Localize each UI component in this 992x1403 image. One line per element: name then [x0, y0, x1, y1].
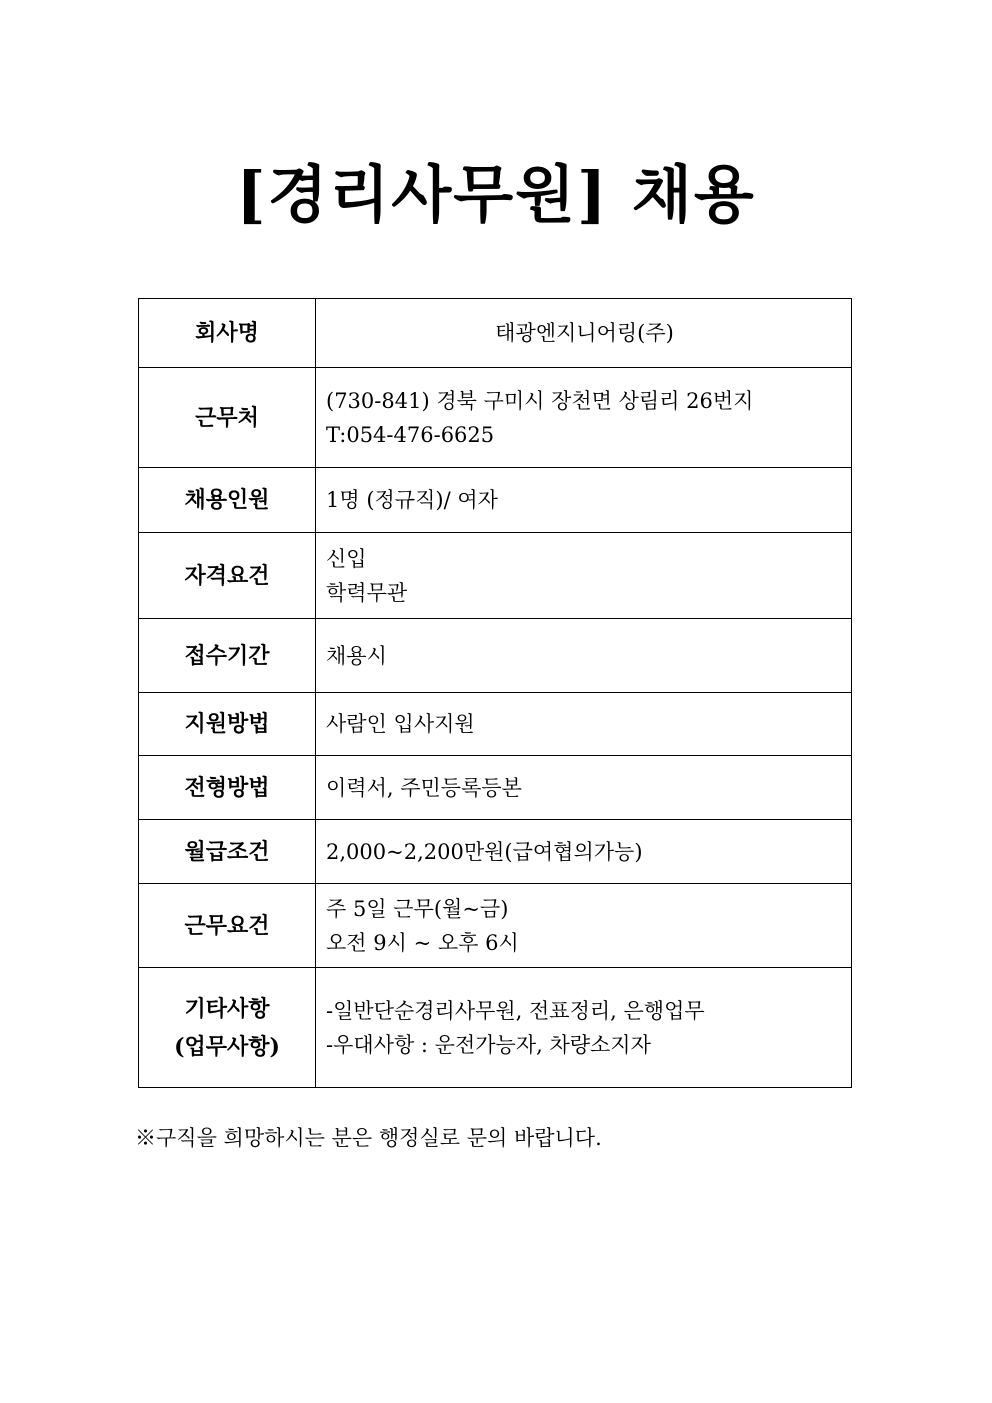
table-row-headcount	[139, 468, 852, 533]
qualification-line: 학력무관	[326, 580, 408, 605]
table-row-qualification	[139, 533, 852, 619]
screening-value: 이력서, 주민등록등본	[326, 775, 522, 800]
table-row-other	[139, 968, 852, 1088]
contact-note: ※구직을 희망하시는 분은 행정실로 문의 바랍니다.	[135, 1126, 602, 1150]
row-value	[316, 693, 852, 756]
row-value	[316, 756, 852, 820]
application-period-value: 채용시	[326, 643, 387, 668]
row-label: 회사명	[139, 299, 316, 368]
row-value	[316, 884, 852, 968]
table-row-work-conditions	[139, 884, 852, 968]
work-condition-line: 오전 9시 ~ 오후 6시	[326, 930, 519, 955]
row-label: 월급조건	[139, 820, 316, 884]
row-label: 채용인원	[139, 468, 316, 533]
row-value	[316, 299, 852, 368]
other-sublabel: (업무사항)	[174, 1033, 280, 1060]
row-label: 전형방법	[139, 756, 316, 820]
other-label: 기타사항	[184, 995, 270, 1022]
other-line: -우대사항 : 운전가능자, 차량소지자	[326, 1032, 651, 1057]
job-info-table	[138, 298, 852, 1088]
row-value	[316, 468, 852, 533]
application-method-value: 사람인 입사지원	[326, 712, 475, 736]
row-label: 접수기간	[139, 619, 316, 693]
table-row-salary	[139, 820, 852, 884]
table-row-screening	[139, 756, 852, 820]
table-row-company	[139, 299, 852, 368]
workplace-address: (730-841) 경북 구미시 장천면 상림리 26번지	[326, 388, 754, 413]
workplace-phone: T:054-476-6625	[326, 422, 495, 447]
table-row-application-period	[139, 619, 852, 693]
other-line: -일반단순경리사무원, 전표정리, 은행업무	[326, 998, 705, 1023]
work-condition-line: 주 5일 근무(월~금)	[326, 896, 509, 921]
table-row-application-method	[139, 693, 852, 756]
row-label: 자격요건	[139, 533, 316, 619]
row-value	[316, 820, 852, 884]
row-label: 근무요건	[139, 884, 316, 968]
salary-value: 2,000~2,200만원(급여협의가능)	[326, 839, 643, 864]
row-label	[139, 968, 316, 1088]
row-value	[316, 533, 852, 619]
table-row-workplace	[139, 368, 852, 468]
row-label: 지원방법	[139, 693, 316, 756]
company-name: 태광엔지니어링(주)	[495, 321, 674, 345]
headcount-value: 1명 (정규직)/ 여자	[326, 488, 498, 512]
row-label: 근무처	[139, 368, 316, 468]
qualification-line: 신입	[326, 546, 367, 571]
row-value	[316, 968, 852, 1088]
row-value	[316, 619, 852, 693]
row-value	[316, 368, 852, 468]
page-title: [경리사무원] 채용	[236, 158, 756, 231]
